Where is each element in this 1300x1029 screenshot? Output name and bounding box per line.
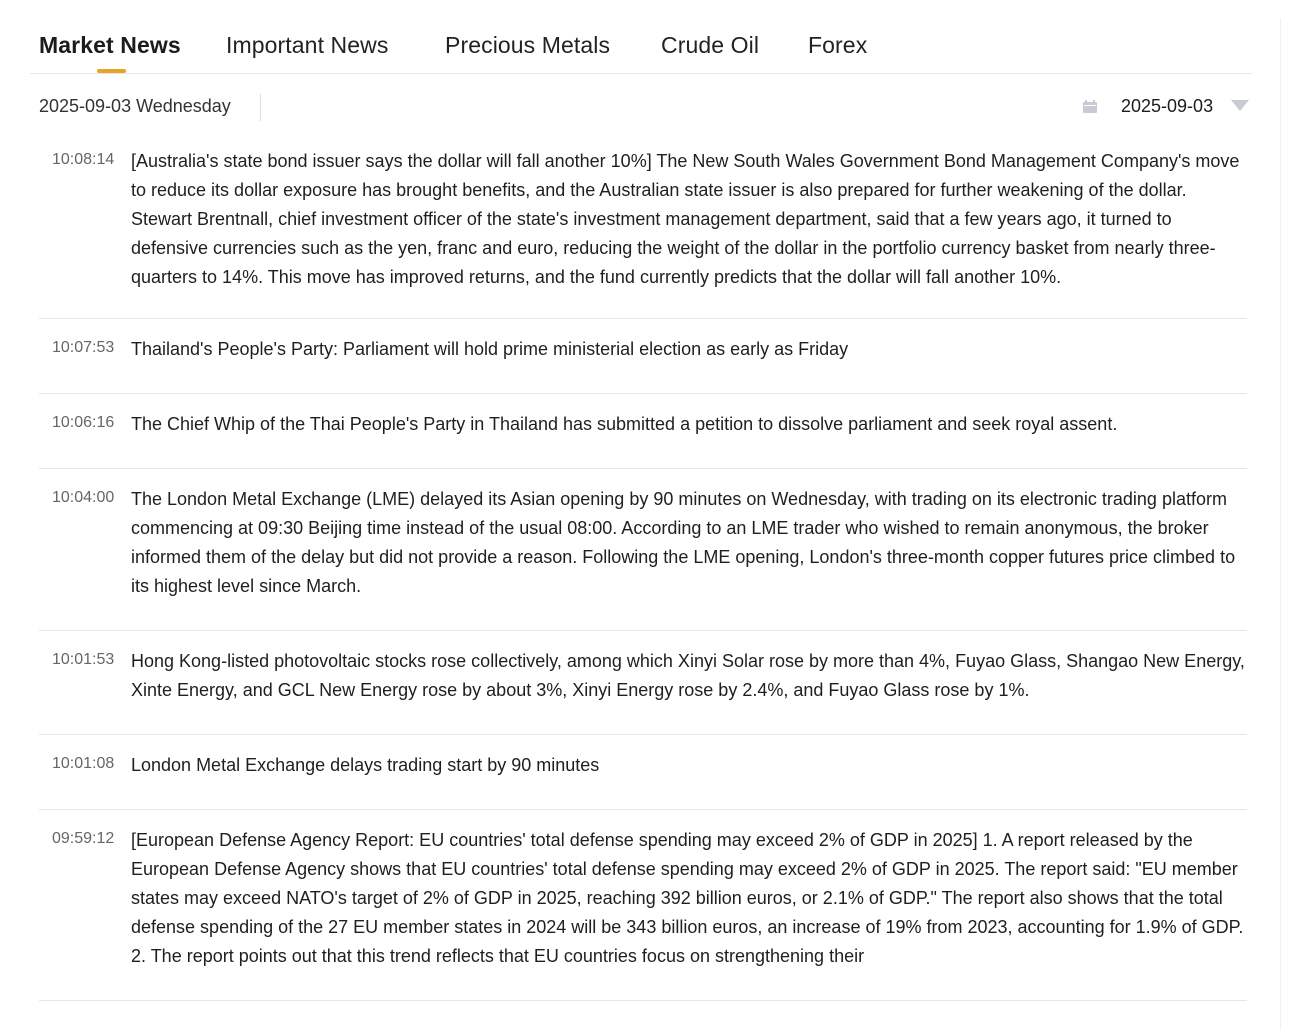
tab-forex[interactable]: Forex — [808, 32, 868, 58]
news-text: [European Defense Agency Report: EU countries' total defense spending may exceed 2% of GDP in 2025] 1. A report released by the European Defense Agency shows that EU countries' total defense spending may exceed 2% of GDP in 2025. The report said: "EU member states may exceed NATO's target of 2% of GDP in 2025, reaching 392 billion euros, or 2.1% of GDP." The report also shows that the total defense spending of the 27 EU member states in 2024 will be 343 billion euros, an increase of 19% from 2023, accounting for 1.9% of GDP. 2. The report points out that this trend reflects that EU countries focus on strengthening their — [131, 830, 1244, 966]
current-date-label: 2025-09-03 Wednesday — [39, 96, 231, 116]
chevron-down-icon[interactable] — [1231, 100, 1249, 111]
category-tabs — [30, 18, 1252, 74]
calendar-icon — [1083, 100, 1097, 113]
news-time: 10:01:08 — [52, 755, 115, 772]
news-text: [Australia's state bond issuer says the dollar will fall another 10%] The New South Wales Government Bond Management Company's move to reduce its dollar exposure has brought benefits, and the Australian state issuer is also prepared for further weakening of the dollar. Stewart Brentnall, chief investment officer of the state's investment management department, said that a few years ago, it turned to defensive currencies such as the yen, franc and euro, reducing the weight of the dollar in the portfolio currency basket from nearly three-quarters to 14%. This move has improved returns, and the fund currently predicts that the dollar will fall another 10%. — [131, 151, 1240, 287]
date-picker[interactable] — [1083, 94, 1249, 122]
date-picker-value[interactable]: 2025-09-03 — [1121, 96, 1214, 116]
news-time: 10:07:53 — [52, 339, 115, 356]
news-text: London Metal Exchange delays trading start by 90 minutes — [131, 755, 600, 775]
tab-precious-metals[interactable]: Precious Metals — [445, 32, 611, 58]
news-time: 10:08:14 — [52, 151, 115, 168]
news-text: The Chief Whip of the Thai People's Party in Thailand has submitted a petition to dissolve parliament and seek royal assent. — [131, 414, 1118, 434]
news-item[interactable] — [39, 394, 1247, 469]
tab-market-news[interactable]: Market News — [39, 32, 181, 58]
news-text: Hong Kong-listed photovoltaic stocks rose collectively, among which Xinyi Solar rose by more than 4%, Fuyao Glass, Shangao New Energy, Xinte Energy, and GCL New Energy rose by about 3%, Xinyi Energy rose by 2.4%, and Fuyao Glass rose by 1%. — [131, 651, 1245, 700]
news-item[interactable] — [39, 631, 1247, 735]
news-item[interactable] — [39, 469, 1247, 631]
news-panel — [10, 18, 1281, 1029]
news-time: 09:59:12 — [52, 830, 115, 847]
date-header — [39, 94, 1249, 124]
news-text: Thailand's People's Party: Parliament will hold prime ministerial election as early as Friday — [131, 339, 849, 359]
news-time: 10:06:16 — [52, 414, 115, 431]
news-item[interactable] — [39, 735, 1247, 810]
news-item[interactable] — [39, 319, 1247, 394]
date-divider — [260, 94, 261, 121]
active-tab-indicator — [97, 69, 126, 73]
news-time: 10:01:53 — [52, 651, 115, 668]
news-text: The London Metal Exchange (LME) delayed its Asian opening by 90 minutes on Wednesday, with trading on its electronic trading platform commencing at 09:30 Beijing time instead of the usual 08:00. According to an LME trader who wished to remain anonymous, the broker informed them of the delay but did not provide a reason. Following the LME opening, London's three-month copper futures price climbed to its highest level since March. — [131, 489, 1236, 596]
news-item[interactable] — [39, 138, 1247, 319]
news-feed — [39, 138, 1247, 1001]
tab-important-news[interactable]: Important News — [226, 32, 389, 58]
news-item[interactable] — [39, 810, 1247, 1001]
news-time: 10:04:00 — [52, 489, 115, 506]
tab-crude-oil[interactable]: Crude Oil — [661, 32, 760, 58]
